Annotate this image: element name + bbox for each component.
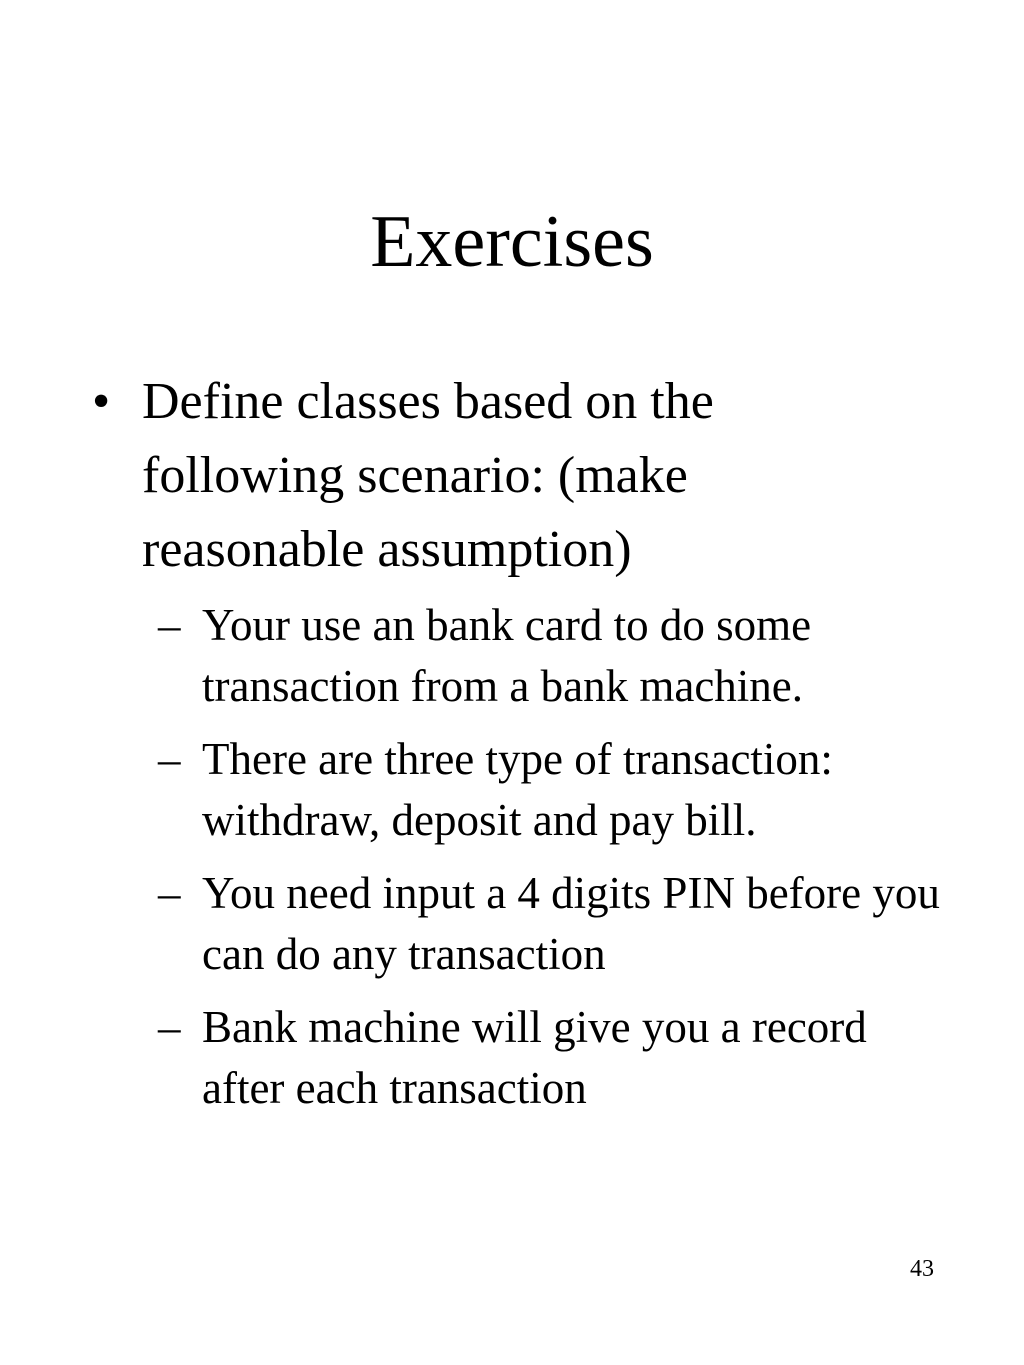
bullet-list (84, 365, 964, 1131)
sub-bullet-text: Bank machine will give you a record after each transaction (202, 1002, 867, 1113)
sub-bullet-item (142, 997, 964, 1119)
main-bullet-text: Define classes based on the following scenario: (make reasonable assumption) (142, 373, 714, 578)
sub-bullet-list (142, 595, 964, 1119)
dash-marker: – (158, 600, 181, 650)
sub-bullet-item (142, 729, 964, 851)
sub-bullet-text: Your use an bank card to do some transaction from a bank machine. (202, 600, 812, 711)
main-bullet-item (84, 365, 964, 1119)
sub-bullet-text: There are three type of transaction: withdraw, deposit and pay bill. (202, 734, 833, 845)
sub-bullet-text: You need input a 4 digits PIN before you can do any transaction (202, 868, 940, 979)
dash-marker: – (158, 868, 181, 918)
page-number: 43 (910, 1256, 934, 1282)
bullet-marker: • (92, 373, 111, 430)
dash-marker: – (158, 734, 181, 784)
dash-marker: – (158, 1002, 181, 1052)
sub-bullet-item (142, 863, 964, 985)
sub-bullet-item (142, 595, 964, 717)
slide-title: Exercises (370, 201, 654, 283)
